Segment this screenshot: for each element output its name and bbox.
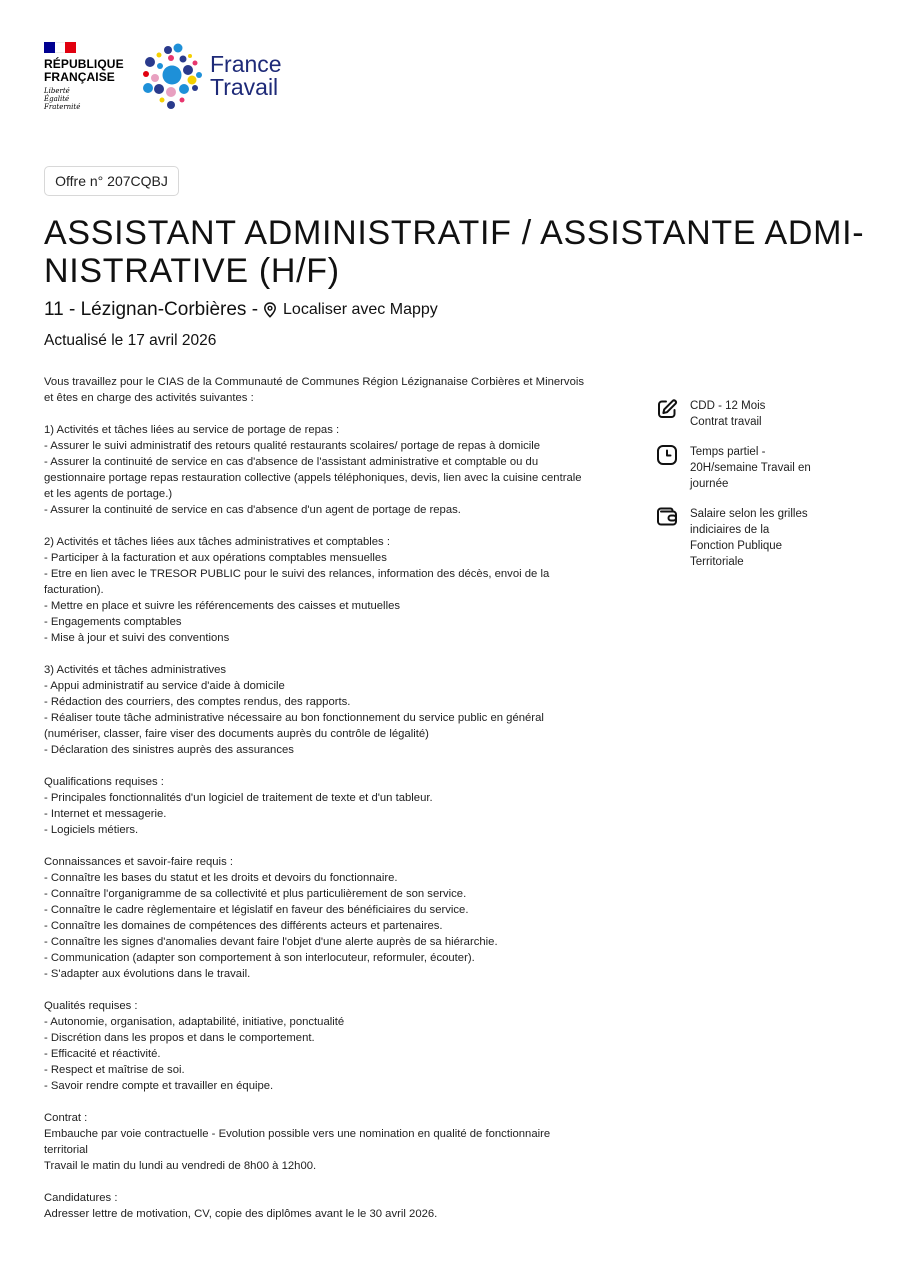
description-line: - Assurer la continuité de service en cas d'absence de l'assistant administrative et comptable ou du [44,456,539,468]
description-line: - Principales fonctionnalités d'un logiciel de traitement de texte et d'un tableur. [44,792,433,804]
wallet-icon [656,506,678,528]
republique-title-line2: FRANÇAISE [44,70,115,84]
map-pin-icon [263,302,277,318]
description-line: - Mettre en place et suivre les référencements des caisses et mutuelles [44,600,401,612]
description-line: - Connaître les signes d'anomalies devant faire l'objet d'une alerte auprès de sa hiérarchie. [44,936,498,948]
locate-with-mappy-link[interactable]: Localiser avec Mappy [283,301,438,318]
schedule-line3: journée [690,478,729,490]
description-line: - Appui administratif au service d'aide à domicile [44,680,285,692]
description-line: (numériser, classer, faire viser des documents auprès du contrôle de légalité) [44,728,429,740]
description-blank-line [44,838,589,854]
motto-fraternite: Fraternité [44,103,81,111]
description-blank-line [44,406,589,422]
description-line: - Assurer la continuité de service en cas d'absence d'un agent de portage de repas. [44,504,461,516]
description-line: - S'adapter aux évolutions dans le travail. [44,968,251,980]
brand-line1: France [210,51,282,77]
description-line: - Communication (adapter son comportement à son interlocuteur, reformuler, écouter). [44,952,475,964]
description-line: territorial [44,1144,88,1156]
job-location-row [44,298,438,322]
job-description [44,374,589,1222]
description-line: Travail le matin du lundi au vendredi de 8h00 à 12h00. [44,1160,317,1172]
contract-type: CDD - 12 Mois [690,400,766,412]
brand-line2: Travail [210,74,279,100]
description-line: Adresser lettre de motivation, CV, copie des diplômes avant le le 30 avril 2026. [44,1208,438,1220]
republique-francaise-logo [44,42,134,111]
work-schedule-item [656,444,836,492]
schedule-line1: Temps partiel - [690,446,766,458]
description-line: Candidatures : [44,1192,118,1204]
contract-type-item [656,398,836,430]
edit-icon [656,398,678,420]
description-line: - Participer à la facturation et aux opérations comptables mensuelles [44,552,387,564]
description-line: Qualités requises : [44,1000,138,1012]
salary-line1: Salaire selon les grilles [690,508,808,520]
description-line: - Internet et messagerie. [44,808,167,820]
description-line: - Connaître les bases du statut et les droits et devoirs du fonctionnaire. [44,872,398,884]
salary-item [656,506,836,570]
description-line: - Connaître les domaines de compétences des différents acteurs et partenaires. [44,920,443,932]
description-line: - Discrétion dans les propos et dans le comportement. [44,1032,315,1044]
offer-updated-date: Actualisé le 17 avril 2026 [44,332,217,349]
offer-number-badge: Offre n° 207CQBJ [44,166,179,196]
description-line: - Assurer le suivi administratif des retours qualité restaurants scolaires/ portage de repas à domicile [44,440,541,452]
salary-line3: Fonction Publique [690,540,783,552]
description-line: 1) Activités et tâches liées au service de portage de repas : [44,424,340,436]
motto-egalite: Égalité [44,95,70,103]
schedule-line2: 20H/semaine Travail en [690,462,811,474]
description-blank-line [44,758,589,774]
motto-liberte: Liberté [44,87,70,95]
description-line: - Autonomie, organisation, adaptabilité, initiative, ponctualité [44,1016,345,1028]
salary-line4: Territoriale [690,556,744,568]
description-line: - Engagements comptables [44,616,182,628]
description-line: - Mise à jour et suivi des conventions [44,632,230,644]
offer-details-sidebar [656,398,836,584]
description-line: facturation). [44,584,104,596]
contract-kind: Contrat travail [690,416,762,428]
description-line: - Respect et maîtrise de soi. [44,1064,185,1076]
salary-line2: indiciaires de la [690,524,770,536]
description-line: - Etre en lien avec le TRESOR PUBLIC pour le suivi des relances, information des décès, envoi de la [44,568,550,580]
description-line: - Efficacité et réactivité. [44,1048,161,1060]
job-location: 11 - Lézignan-Corbières - [44,299,259,320]
page-header [44,42,344,114]
description-line: 3) Activités et tâches administratives [44,664,227,676]
french-flag-icon [44,42,76,53]
clock-icon [656,444,678,466]
description-line: - Déclaration des sinistres auprès des assurances [44,744,294,756]
description-line: - Connaître l'organigramme de sa collectivité et plus particulièrement de son service. [44,888,467,900]
description-line: - Rédaction des courriers, des comptes rendus, des rapports. [44,696,351,708]
republique-title-line1: RÉPUBLIQUE [44,57,124,71]
description-line: - Connaître le cadre règlementaire et législatif en faveur des bénéficiaires du service. [44,904,469,916]
description-line: 2) Activités et tâches liées aux tâches administratives et comptables : [44,536,390,548]
description-line: - Savoir rendre compte et travailler en équipe. [44,1080,274,1092]
description-line: Vous travaillez pour le CIAS de la Communauté de Communes Région Lézignanaise Corbières et Minervois [44,376,585,388]
france-travail-wordmark [210,53,282,99]
description-line: Contrat : [44,1112,88,1124]
description-line: - Logiciels métiers. [44,824,139,836]
job-title: ASSISTANT ADMINISTRATIF / ASSISTANTE ADMI-NISTRATIVE (H/F) [44,214,865,290]
france-travail-dots-logo-icon [138,42,210,114]
description-blank-line [44,518,589,534]
description-blank-line [44,1174,589,1190]
description-line: et êtes en charge des activités suivantes : [44,392,254,404]
description-line: Connaissances et savoir-faire requis : [44,856,233,868]
description-line: - Réaliser toute tâche administrative nécessaire au bon fonctionnement du service public en général [44,712,544,724]
description-line: gestionnaire portage repas restauration collective (appels téléphoniques, devis, lien avec la cuisine centrale [44,472,582,484]
description-blank-line [44,1094,589,1110]
description-blank-line [44,646,589,662]
description-line: Qualifications requises : [44,776,164,788]
description-line: Embauche par voie contractuelle - Evolution possible vers une nomination en qualité de fonctionnaire [44,1128,551,1140]
description-line: et les agents de portage.) [44,488,173,500]
description-blank-line [44,982,589,998]
